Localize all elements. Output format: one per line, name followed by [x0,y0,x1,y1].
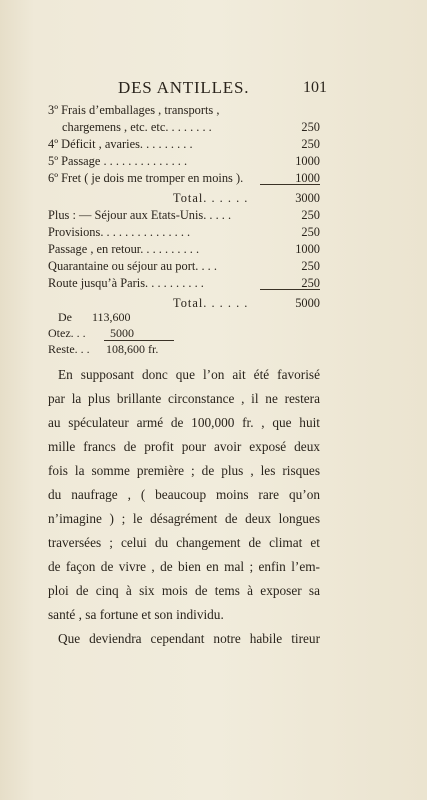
total-label: Total. . . . . . [173,191,249,205]
text-line: de façon de vivre , de bien en mal ; enfin l’em- [48,559,320,574]
ledger-row [48,207,320,224]
calc-label: Reste. . . [48,342,90,356]
calc-label: Otez. . . [48,326,86,340]
text-line: ploi de cinq à six mois de tems à exposer sa [48,583,320,598]
ledger-total-row [48,190,320,207]
calc-value: 113,600 [92,310,131,324]
ledger-row [48,224,320,241]
ledger-amount: 250 [301,259,320,273]
ledger-row [48,102,320,119]
page-header [0,78,427,98]
ledger-amount: 250 [301,276,320,290]
ledger-amount: 250 [301,208,320,222]
total-label: Total. . . . . . [173,296,249,310]
ledger-total-row [48,295,320,312]
ledger-row [48,136,320,153]
ledger-amount: 250 [301,120,320,134]
subtotal-rule [260,184,320,185]
ledger-amount: 250 [301,225,320,239]
page-number: 101 [303,79,327,96]
ledger-label: Provisions. . . . . . . . . . . . . . . [48,225,191,239]
ledger-row [48,119,320,136]
ledger-label: 3º Frais d’emballages , transports , [48,103,220,117]
ledger-amount: 1000 [295,154,320,168]
ledger-label: 5º Passage . . . . . . . . . . . . . . [48,154,188,168]
ledger-row [48,241,320,258]
ledger-amount: 1000 [295,242,320,256]
ledger-label: Passage , en retour. . . . . . . . . . [48,242,200,256]
ledger-label: Route jusqu’à Paris. . . . . . . . . . [48,276,204,290]
ledger-label: Quarantaine ou séjour au port. . . . [48,259,217,273]
text-line: du naufrage , ( beaucoup moins rare qu’on [48,487,320,502]
calc-label: De [58,310,72,324]
ledger-amount: 250 [301,137,320,151]
ledger-row [48,153,320,170]
ledger-amount: 1000 [295,171,320,185]
text-line: mille francs de profit pour avoir exposé deux [48,439,320,454]
ledger-label: 6º Fret ( je dois me tromper en moins ). [48,171,244,185]
calc-value: 5000 [110,326,134,340]
text-line: Que deviendra cependant notre habile tireur [58,631,320,646]
text-line: n’imagine ) ; le désagrément de deux longues [48,511,320,526]
ledger-label: chargemens , etc. etc. . . . . . . . [62,120,212,134]
ledger-label: 4º Déficit , avaries. . . . . . . . . [48,137,193,151]
ledger-row [48,258,320,275]
text-line: fois la somme première ; de plus , les risques [48,463,320,478]
total-amount: 3000 [295,191,320,205]
text-line: En supposant donc que l’on ait été favorisé [58,367,320,382]
text-line: traversées ; celui du changement de climat et [48,535,320,550]
ledger-label: Plus : — Séjour aux Etats-Unis. . . . . [48,208,232,222]
running-title: DES ANTILLES. [118,78,250,97]
total-amount: 5000 [295,296,320,310]
text-line: par la plus brillante circonstance , il ne restera [48,391,320,406]
subtotal-rule [260,289,320,290]
text-line: santé , sa fortune et son individu. [48,607,224,622]
calc-value: 108,600 fr. [106,342,159,356]
text-line: au spéculateur armé de 100,000 fr. , que huit [48,415,320,430]
